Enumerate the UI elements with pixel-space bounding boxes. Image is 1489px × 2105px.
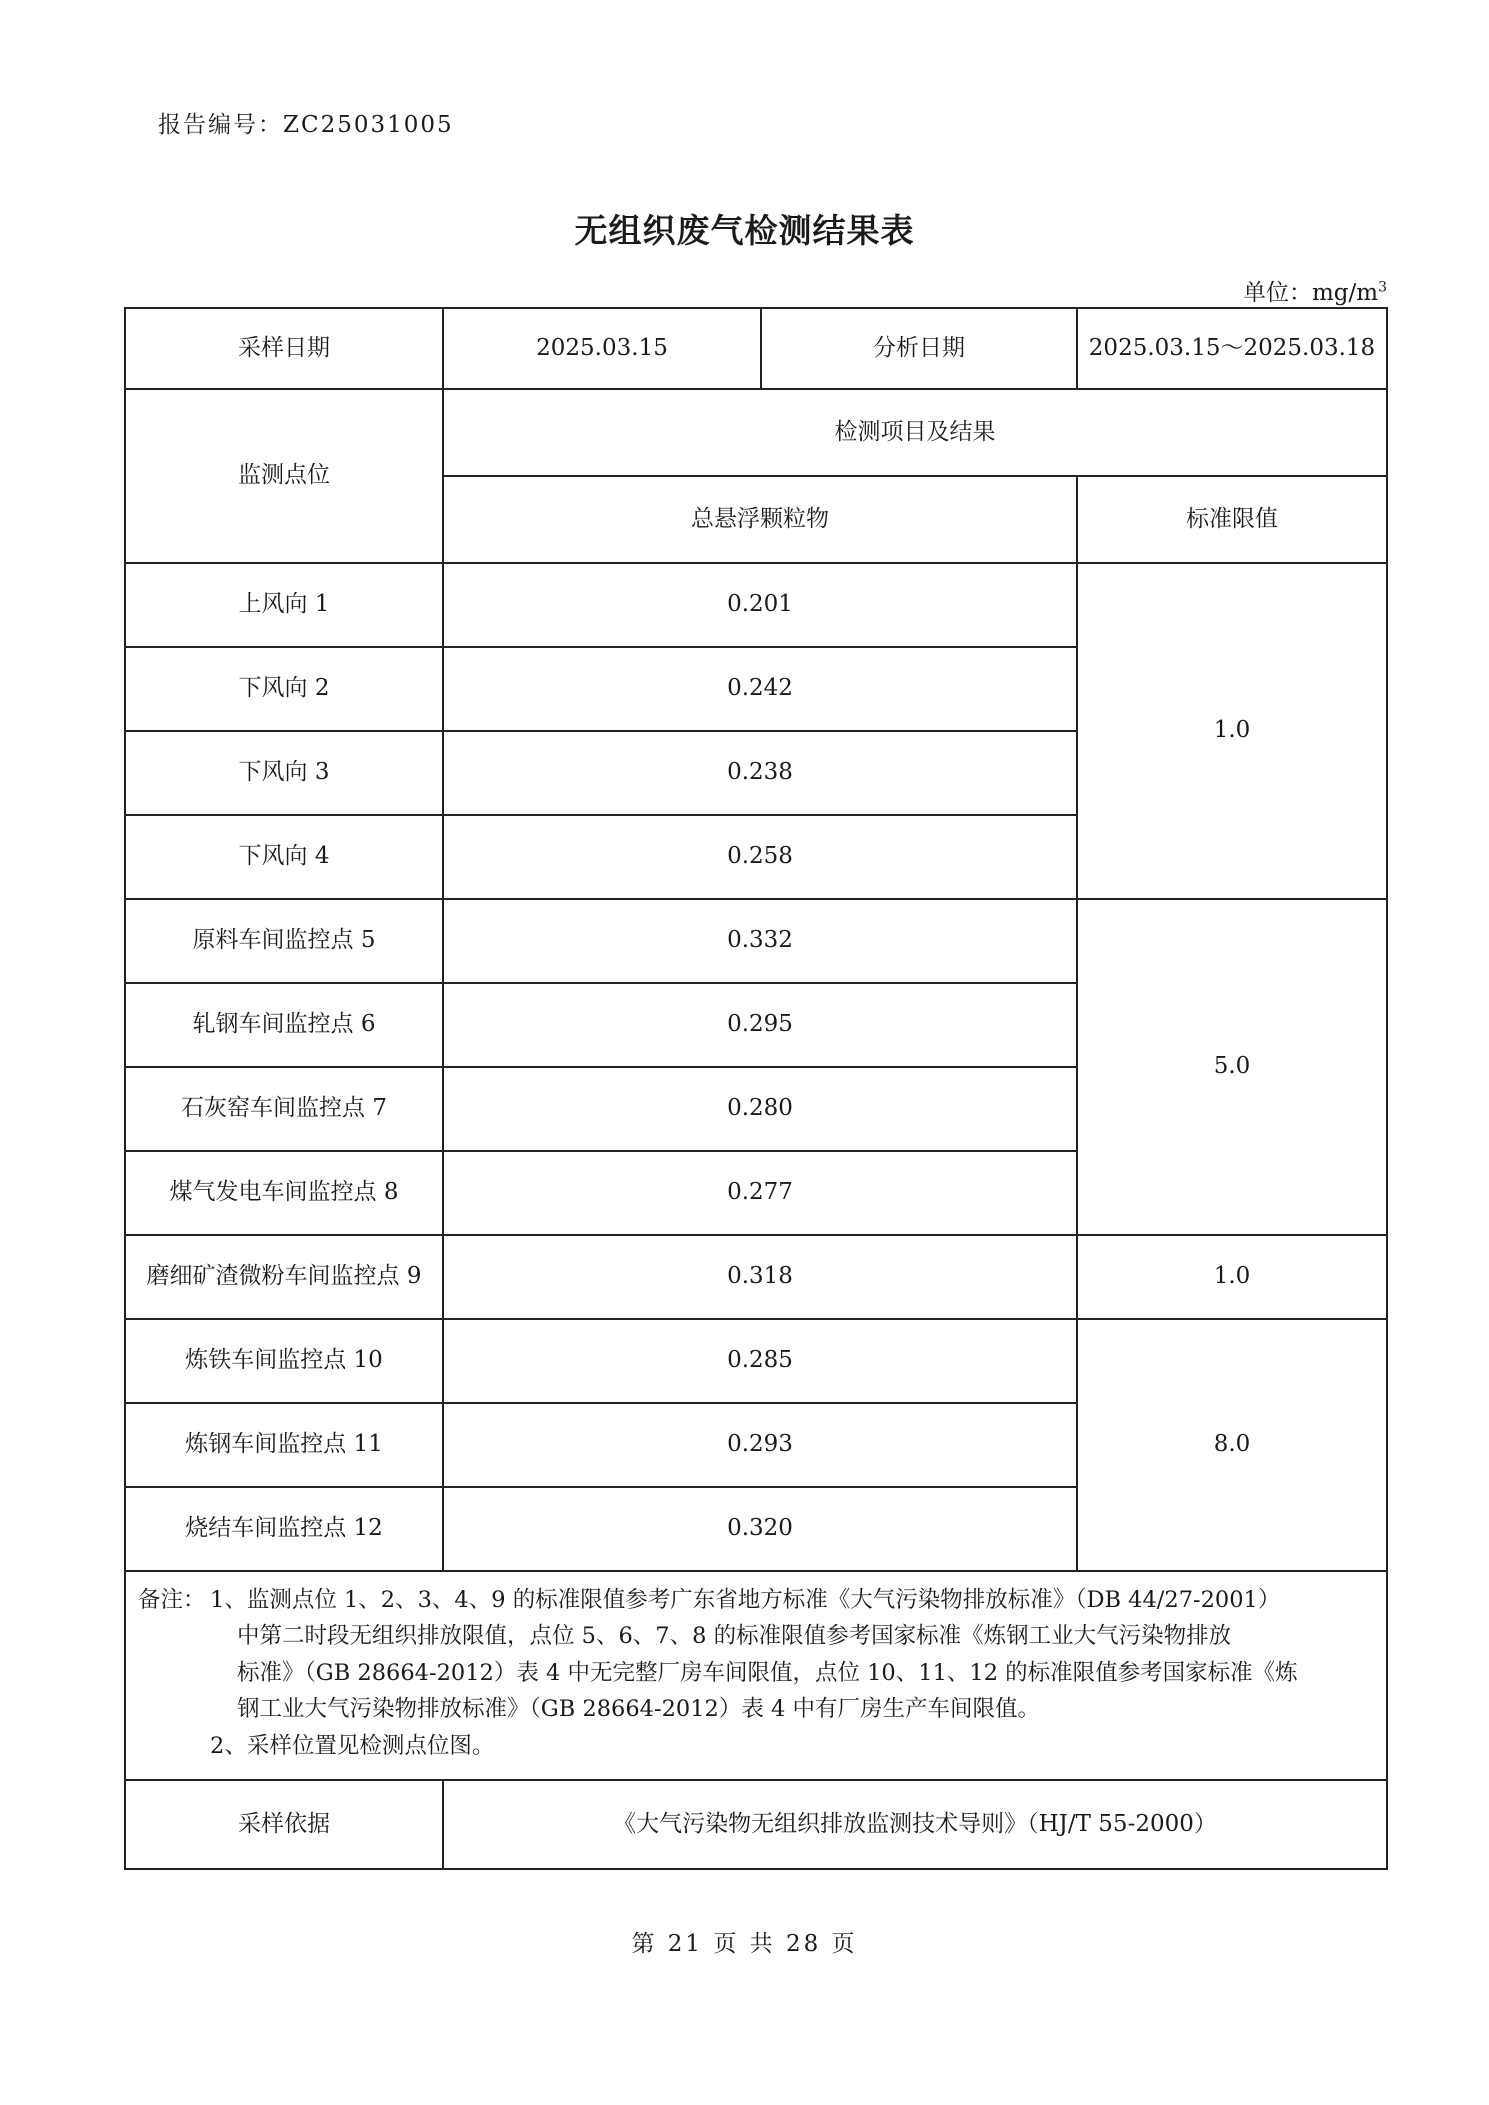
note-line: 钢工业大气污染物排放标准》（GB 28664-2012）表 4 中有厂房生产车间限值。 [237, 1696, 1040, 1723]
limit-header: 标准限值 [1077, 476, 1387, 563]
value-cell: 0.242 [443, 647, 1077, 731]
value-cell: 0.295 [443, 983, 1077, 1067]
value-cell: 0.285 [443, 1319, 1077, 1403]
value-cell: 0.277 [443, 1151, 1077, 1235]
sampling-date-value: 2025.03.15 [443, 308, 761, 389]
limit-cell: 1.0 [1077, 563, 1387, 899]
sampling-date-label: 采样日期 [125, 308, 443, 389]
table-row [125, 1319, 1387, 1403]
basis-value: 《大气污染物无组织排放监测技术导则》（HJ/T 55-2000） [443, 1780, 1387, 1869]
table-row [125, 563, 1387, 647]
analysis-date-value: 2025.03.15～2025.03.18 [1077, 308, 1387, 389]
point-cell: 下风向 4 [125, 815, 443, 899]
point-cell: 原料车间监控点 5 [125, 899, 443, 983]
note-line: 1、监测点位 1、2、3、4、9 的标准限值参考广东省地方标准《大气污染物排放标准》（DB 44/27-2001） [210, 1587, 1281, 1613]
point-cell: 下风向 2 [125, 647, 443, 731]
point-cell: 炼铁车间监控点 10 [125, 1319, 443, 1403]
unit-label [1243, 274, 1387, 307]
limit-cell: 1.0 [1077, 1235, 1387, 1319]
results-table [124, 307, 1388, 1870]
point-cell: 烧结车间监控点 12 [125, 1487, 443, 1571]
value-cell: 0.258 [443, 815, 1077, 899]
table-row [125, 899, 1387, 983]
value-cell: 0.238 [443, 731, 1077, 815]
page-number: 第 21 页 共 28 页 [631, 1931, 858, 1957]
analysis-date-label: 分析日期 [761, 308, 1077, 389]
items-header: 检测项目及结果 [443, 389, 1387, 476]
point-cell: 石灰窑车间监控点 7 [125, 1067, 443, 1151]
basis-label: 采样依据 [125, 1780, 443, 1869]
notes-cell [125, 1571, 1387, 1780]
point-cell: 煤气发电车间监控点 8 [125, 1151, 443, 1235]
value-cell: 0.320 [443, 1487, 1077, 1571]
param-header: 总悬浮颗粒物 [443, 476, 1077, 563]
notes-body [210, 1582, 1370, 1764]
value-cell: 0.201 [443, 563, 1077, 647]
point-cell: 磨细矿渣微粉车间监控点 9 [125, 1235, 443, 1319]
value-cell: 0.318 [443, 1235, 1077, 1319]
notes-label: 备注： [138, 1587, 206, 1613]
page-title: 无组织废气检测结果表 [574, 211, 915, 250]
note-line: 2、采样位置见检测点位图。 [210, 1732, 495, 1759]
value-cell: 0.280 [443, 1067, 1077, 1151]
unit-text: 单位：mg/m [1242, 280, 1379, 306]
point-cell: 上风向 1 [125, 563, 443, 647]
limit-cell: 5.0 [1077, 899, 1387, 1235]
point-cell: 炼钢车间监控点 11 [125, 1403, 443, 1487]
report-number: 报告编号：ZC25031005 [158, 112, 454, 138]
limit-cell: 8.0 [1077, 1319, 1387, 1571]
note-line: 标准》（GB 28664-2012）表 4 中无完整厂房车间限值，点位 10、11、12 的标准限值参考国家标准《炼 [237, 1659, 1298, 1686]
value-cell: 0.332 [443, 899, 1077, 983]
table-row [125, 1235, 1387, 1319]
value-cell: 0.293 [443, 1403, 1077, 1487]
unit-superscript: 3 [1378, 279, 1387, 296]
point-header: 监测点位 [125, 389, 443, 563]
point-cell: 轧钢车间监控点 6 [125, 983, 443, 1067]
point-cell: 下风向 3 [125, 731, 443, 815]
note-line: 中第二时段无组织排放限值，点位 5、6、7、8 的标准限值参考国家标准《炼钢工业大气污染物排放 [237, 1623, 1232, 1650]
